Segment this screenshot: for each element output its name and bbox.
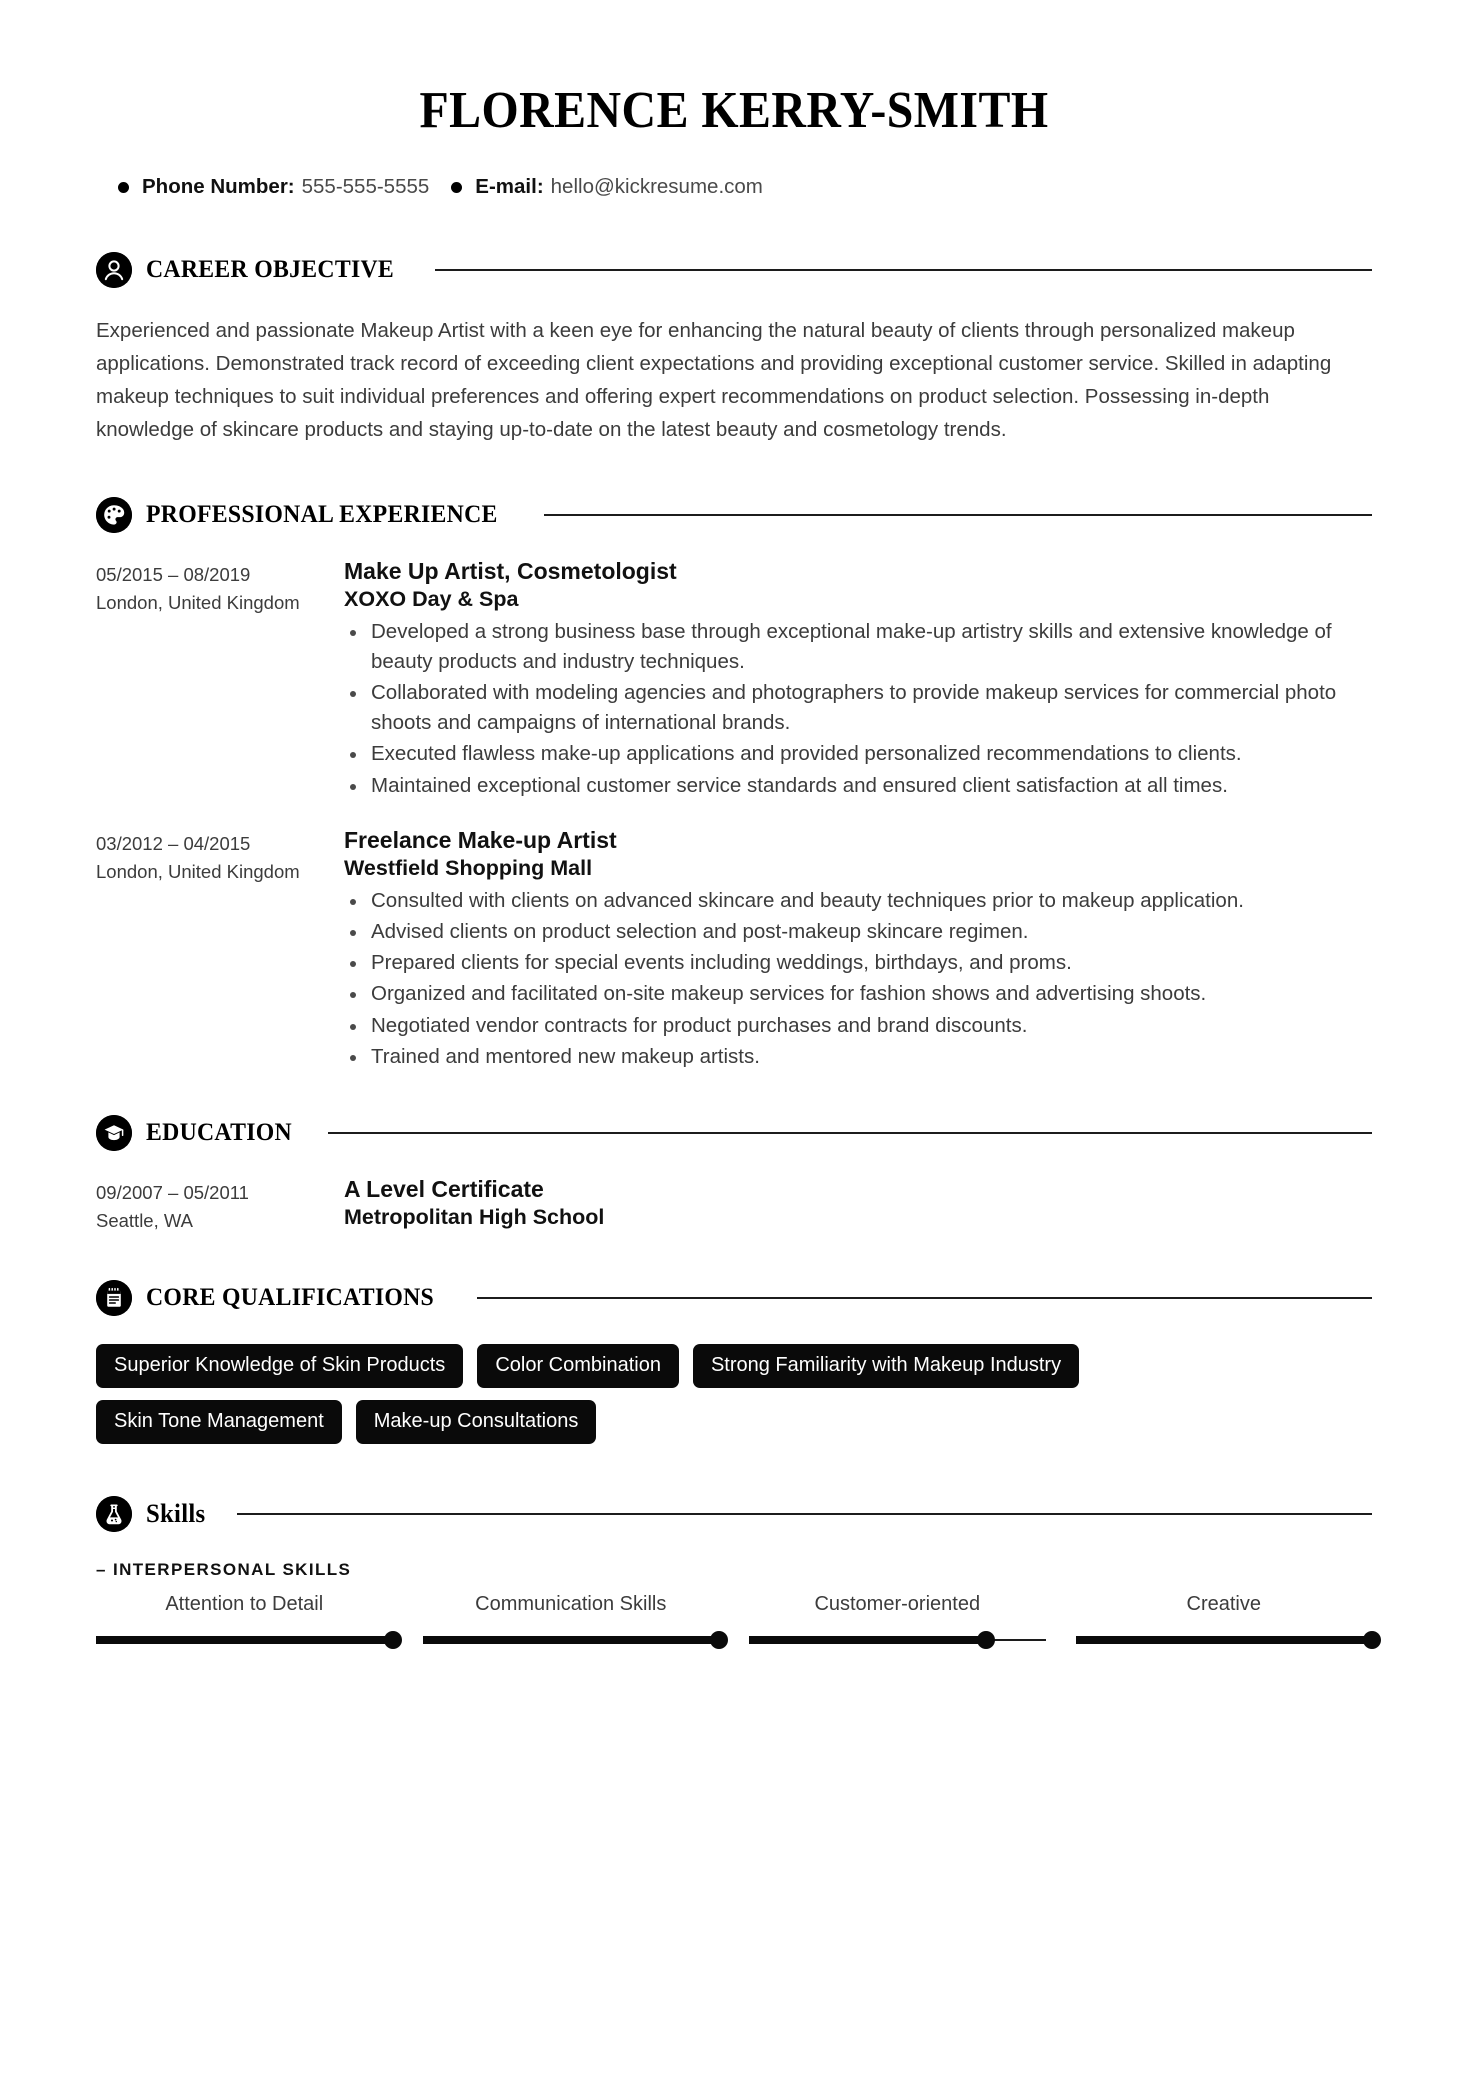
entry-main xyxy=(344,1175,1372,1235)
section-divider xyxy=(435,269,1372,271)
entry-location: Seattle, WA xyxy=(96,1210,193,1232)
section-title-professional-experience: PROFESSIONAL EXPERIENCE xyxy=(146,500,498,528)
section-divider xyxy=(328,1132,1372,1134)
section-education xyxy=(96,1115,1372,1236)
skill-level-slider[interactable] xyxy=(1076,1631,1373,1649)
skill-fill xyxy=(1076,1636,1373,1644)
skill-knob[interactable] xyxy=(710,1631,728,1649)
entry-organization: XOXO Day & Spa xyxy=(344,586,519,611)
list-item: Prepared clients for special events including weddings, birthdays, and proms. xyxy=(344,948,1372,978)
bullet-dot-icon xyxy=(118,182,129,193)
skill-knob[interactable] xyxy=(977,1631,995,1649)
entry-dates: 09/2007 – 05/2011 xyxy=(96,1181,249,1203)
skill-knob[interactable] xyxy=(1363,1631,1381,1649)
list-item: Negotiated vendor contracts for product purchases and brand discounts. xyxy=(344,1011,1372,1041)
list-item: Organized and facilitated on-site makeup services for fashion shows and advertising shoots. xyxy=(344,979,1372,1009)
list-item: Collaborated with modeling agencies and photographers to provide makeup services for commercial photo shoots and campaigns of international brands. xyxy=(344,678,1372,738)
skill-name: Customer-oriented xyxy=(814,1593,981,1616)
section-career-objective xyxy=(96,252,1372,447)
qualification-tag: Strong Familiarity with Makeup Industry xyxy=(693,1344,1079,1388)
entry-job-title: Freelance Make-up Artist xyxy=(344,826,617,853)
list-item: Executed flawless make-up applications and provided personalized recommendations to clients. xyxy=(344,739,1372,769)
qualification-tag: Skin Tone Management xyxy=(96,1400,342,1444)
section-title-skills: Skills xyxy=(146,1499,206,1529)
experience-entry-list xyxy=(96,557,1372,1073)
list-item: Trained and mentored new makeup artists. xyxy=(344,1042,1372,1072)
list-item: Developed a strong business base through exceptional make-up artistry skills and extensive knowledge of beauty products and industry techniques. xyxy=(344,617,1372,677)
skill-name: Attention to Detail xyxy=(165,1593,324,1616)
contact-bar xyxy=(96,177,1372,198)
contact-phone-value: 555-555-5555 xyxy=(301,175,430,199)
qualification-tag: Make-up Consultations xyxy=(356,1400,597,1444)
skill-level-slider[interactable] xyxy=(96,1631,393,1649)
skill-item xyxy=(749,1590,1046,1649)
experience-entry xyxy=(96,826,1372,1073)
section-header xyxy=(96,1280,1372,1316)
contact-phone-label: Phone Number: xyxy=(142,175,295,199)
education-entry-list xyxy=(96,1175,1372,1236)
skill-level-slider[interactable] xyxy=(423,1631,720,1649)
section-header xyxy=(96,1496,1372,1532)
qualification-tag: Superior Knowledge of Skin Products xyxy=(96,1344,463,1388)
section-header xyxy=(96,252,1372,288)
section-header xyxy=(96,1115,1372,1151)
skill-name: Creative xyxy=(1186,1593,1261,1616)
section-title-education: EDUCATION xyxy=(146,1118,292,1146)
graduation-cap-icon xyxy=(96,1115,132,1151)
section-header xyxy=(96,497,1372,533)
list-item: Maintained exceptional customer service standards and ensured client satisfaction at all times. xyxy=(344,771,1372,801)
qualification-tag: Color Combination xyxy=(477,1344,679,1388)
section-skills xyxy=(96,1496,1372,1649)
skill-item xyxy=(423,1590,720,1649)
entry-meta xyxy=(96,557,344,618)
entry-degree-title: A Level Certificate xyxy=(344,1175,544,1202)
contact-email-label: E-mail: xyxy=(475,175,544,199)
career-objective-text: Experienced and passionate Makeup Artist with a keen eye for enhancing the natural beauty of clients through personalized makeup applications. Demonstrated track record of exceeding client expectations and providing exceptional customer service. Skilled in adapting makeup techniques to suit individual preferences and offering expert recommendations on product selection. Possessing in-depth knowledge of skincare products and staying up-to-date on the latest beauty and cosmetology trends. xyxy=(96,318,1332,442)
bullet-dot-icon xyxy=(451,182,462,193)
section-divider xyxy=(477,1297,1372,1299)
skill-group-label: – INTERPERSONAL SKILLS xyxy=(96,1560,352,1580)
resume-header xyxy=(96,0,1372,139)
section-divider xyxy=(544,514,1372,516)
entry-institution: Metropolitan High School xyxy=(344,1205,605,1230)
entry-meta xyxy=(96,1175,344,1236)
section-title-core-qualifications: CORE QUALIFICATIONS xyxy=(146,1284,435,1312)
entry-organization: Westfield Shopping Mall xyxy=(344,856,593,881)
contact-phone xyxy=(118,177,451,198)
flask-icon xyxy=(96,1496,132,1532)
entry-bullet-list xyxy=(344,617,1372,801)
contact-email xyxy=(451,177,785,198)
list-item: Consulted with clients on advanced skincare and beauty techniques prior to makeup application. xyxy=(344,886,1372,916)
entry-main xyxy=(344,557,1372,802)
section-title-career-objective: CAREER OBJECTIVE xyxy=(146,255,395,283)
entry-main xyxy=(344,826,1372,1073)
skill-fill xyxy=(423,1636,720,1644)
entry-location: London, United Kingdom xyxy=(96,861,300,883)
skill-row xyxy=(96,1590,1372,1649)
skill-knob[interactable] xyxy=(384,1631,402,1649)
education-entry xyxy=(96,1175,1372,1236)
skill-fill xyxy=(96,1636,393,1644)
entry-meta xyxy=(96,826,344,887)
person-icon xyxy=(96,252,132,288)
skill-level-slider[interactable] xyxy=(749,1631,1046,1649)
contact-email-value[interactable]: hello@kickresume.com xyxy=(550,175,763,199)
palette-icon xyxy=(96,497,132,533)
skill-group xyxy=(96,1560,1372,1649)
entry-dates: 03/2012 – 04/2015 xyxy=(96,832,251,854)
section-divider xyxy=(237,1513,1372,1515)
skill-item xyxy=(1076,1590,1373,1649)
notepad-icon xyxy=(96,1280,132,1316)
experience-entry xyxy=(96,557,1372,802)
skill-item xyxy=(96,1590,393,1649)
entry-location: London, United Kingdom xyxy=(96,592,300,614)
skill-fill xyxy=(749,1636,986,1644)
section-professional-experience xyxy=(96,497,1372,1073)
skill-name: Communication Skills xyxy=(475,1593,667,1616)
section-core-qualifications xyxy=(96,1280,1372,1444)
page-title: FLORENCE KERRY-SMITH xyxy=(419,82,1049,139)
entry-bullet-list xyxy=(344,886,1372,1072)
list-item: Advised clients on product selection and post-makeup skincare regimen. xyxy=(344,917,1372,947)
entry-job-title: Make Up Artist, Cosmetologist xyxy=(344,557,677,584)
entry-dates: 05/2015 – 08/2019 xyxy=(96,563,251,585)
qualification-tag-list xyxy=(96,1344,1276,1444)
